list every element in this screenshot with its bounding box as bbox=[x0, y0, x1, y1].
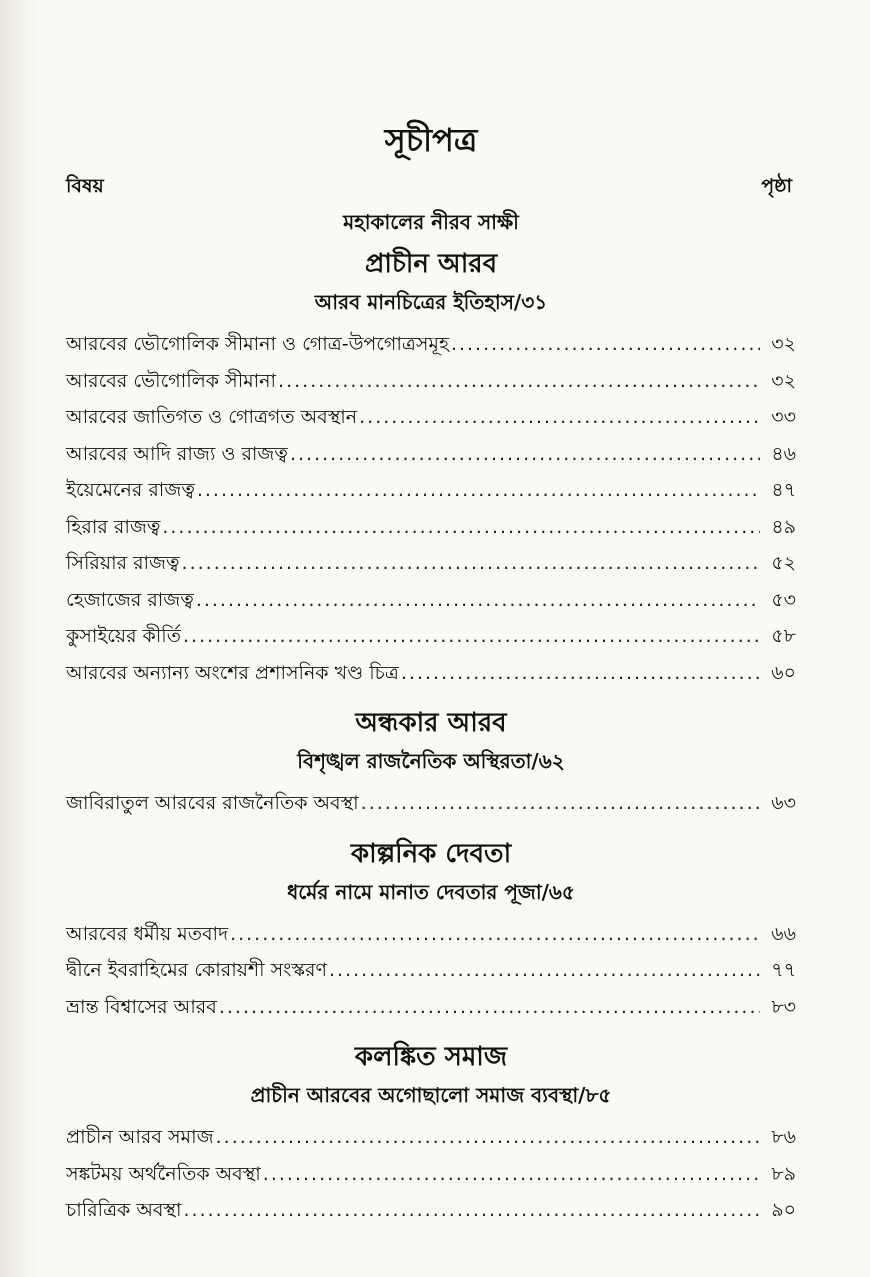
section-subtitle: বিশৃঙ্খল রাজনৈতিক অস্থিরতা/৬২ bbox=[297, 749, 565, 773]
table-of-contents bbox=[66, 118, 796, 1241]
toc-entry bbox=[66, 1192, 796, 1229]
section-subtitle: প্রাচীন আরবের অগোছালো সমাজ ব্যবস্থা/৮৫ bbox=[250, 1083, 612, 1107]
entry-title: ভ্রান্ত বিশ্বাসের আরব bbox=[66, 995, 217, 1018]
toc-section bbox=[66, 244, 796, 691]
dot-leader bbox=[219, 989, 760, 1025]
toc-title: সূচীপত্র bbox=[384, 121, 478, 159]
entry-title: প্রাচীন আরব সমাজ bbox=[66, 1126, 214, 1148]
toc-entry bbox=[66, 989, 796, 1026]
dot-leader bbox=[216, 1119, 760, 1155]
toc-entry bbox=[66, 618, 796, 655]
entry-page-number: ৩৩ bbox=[771, 406, 796, 428]
entry-title: আরবের ভৌগোলিক সীমানা ও গোত্র-উপগোত্রসমূহ bbox=[66, 333, 449, 355]
entry-page-number: ৩২ bbox=[771, 369, 796, 392]
toc-entry bbox=[66, 436, 796, 473]
dot-leader bbox=[162, 509, 760, 545]
toc-entry bbox=[66, 326, 796, 363]
toc-section bbox=[66, 834, 796, 1026]
section-title: কাল্পনিক দেবতা bbox=[350, 838, 512, 869]
section-subtitle: ধর্মের নামে মানাত দেবতার পূজা/৬৫ bbox=[287, 879, 575, 904]
toc-entry bbox=[66, 363, 796, 400]
toc-entry bbox=[66, 399, 796, 436]
entry-page-number: ৪৬ bbox=[771, 442, 796, 465]
entry-page-number: ৫৩ bbox=[771, 588, 796, 611]
entry-title: হেজাজের রাজত্ব bbox=[66, 588, 194, 611]
entry-list bbox=[66, 326, 796, 691]
toc-entry bbox=[66, 472, 796, 509]
dot-leader bbox=[290, 436, 760, 472]
toc-entry bbox=[66, 545, 796, 582]
toc-entry bbox=[66, 582, 796, 619]
entry-title: আরবের জাতিগত ও গোত্রগত অবস্থান bbox=[66, 406, 358, 428]
section-title: অন্ধকার আরব bbox=[355, 708, 507, 738]
entry-page-number: ৬৬ bbox=[771, 922, 796, 945]
entry-title: আরবের ধর্মীয় মতবাদ bbox=[66, 922, 229, 945]
entry-page-number: ৮৩ bbox=[771, 995, 796, 1018]
entry-title: আরবের ভৌগোলিক সীমানা bbox=[66, 369, 277, 392]
entry-page-number: ৪৭ bbox=[771, 479, 796, 501]
toc-entry bbox=[66, 952, 796, 989]
dot-leader bbox=[263, 1156, 760, 1192]
dot-leader bbox=[230, 916, 760, 952]
entry-title: কুসাইয়ের কীর্তি bbox=[66, 625, 181, 647]
dot-leader bbox=[278, 363, 760, 399]
column-headers bbox=[66, 170, 796, 202]
section-title: কলঙ্কিত সমাজ bbox=[354, 1042, 508, 1072]
entry-title: আরবের আদি রাজ্য ও রাজত্ব bbox=[66, 442, 288, 465]
entry-title: ইয়েমেনের রাজত্ব bbox=[66, 479, 195, 501]
entry-list bbox=[66, 916, 796, 1026]
entry-page-number: ৬০ bbox=[771, 661, 796, 684]
entry-page-number: ৭৭ bbox=[771, 959, 796, 981]
toc-entry bbox=[66, 655, 796, 692]
dot-leader bbox=[184, 1192, 761, 1228]
entry-page-number: ৮৯ bbox=[771, 1162, 796, 1185]
page-gutter bbox=[0, 0, 38, 1277]
entry-title: চারিত্রিক অবস্থা bbox=[66, 1199, 182, 1221]
dot-leader bbox=[361, 785, 760, 821]
entry-page-number: ৩২ bbox=[771, 333, 796, 355]
dot-leader bbox=[329, 952, 760, 988]
toc-entry bbox=[66, 785, 796, 822]
dot-leader bbox=[196, 582, 760, 618]
section-subtitle: আরব মানচিত্রের ইতিহাস/৩১ bbox=[314, 290, 548, 314]
dot-leader bbox=[451, 326, 760, 362]
section-title: প্রাচীন আরব bbox=[364, 249, 498, 279]
entry-title: জাবিরাতুল আরবের রাজনৈতিক অবস্থা bbox=[66, 792, 359, 814]
entry-list bbox=[66, 785, 796, 822]
page-column-label: পৃষ্ঠা bbox=[761, 175, 792, 197]
entry-title: সঙ্কটময় অর্থনৈতিক অবস্থা bbox=[66, 1162, 261, 1185]
entry-page-number: ৫২ bbox=[771, 552, 796, 574]
entry-title: আরবের অন্যান্য অংশের প্রশাসনিক খণ্ড চিত্র bbox=[66, 661, 399, 684]
toc-entry bbox=[66, 509, 796, 546]
toc-section bbox=[66, 1037, 796, 1229]
subject-column-label: বিষয় bbox=[66, 175, 104, 197]
entry-title: হিরার রাজত্ব bbox=[66, 515, 161, 538]
toc-entry bbox=[66, 1119, 796, 1156]
dot-leader bbox=[182, 545, 760, 581]
entry-title: দ্বীনে ইবরাহিমের কোরায়শী সংস্করণ bbox=[66, 959, 327, 981]
toc-entry bbox=[66, 1156, 796, 1193]
entry-title: সিরিয়ার রাজত্ব bbox=[66, 552, 180, 574]
entry-page-number: ৮৬ bbox=[771, 1126, 796, 1148]
entry-page-number: ৫৮ bbox=[771, 625, 796, 647]
entry-page-number: ৯০ bbox=[771, 1199, 796, 1221]
dot-leader bbox=[401, 655, 760, 691]
toc-entry bbox=[66, 916, 796, 953]
dot-leader bbox=[197, 472, 760, 508]
dot-leader bbox=[183, 618, 760, 654]
dot-leader bbox=[359, 399, 760, 435]
intro-heading: মহাকালের নীরব সাক্ষী bbox=[343, 210, 519, 234]
entry-page-number: ৬৩ bbox=[771, 792, 796, 814]
toc-section bbox=[66, 703, 796, 822]
entry-page-number: ৪৯ bbox=[771, 515, 796, 538]
entry-list bbox=[66, 1119, 796, 1229]
